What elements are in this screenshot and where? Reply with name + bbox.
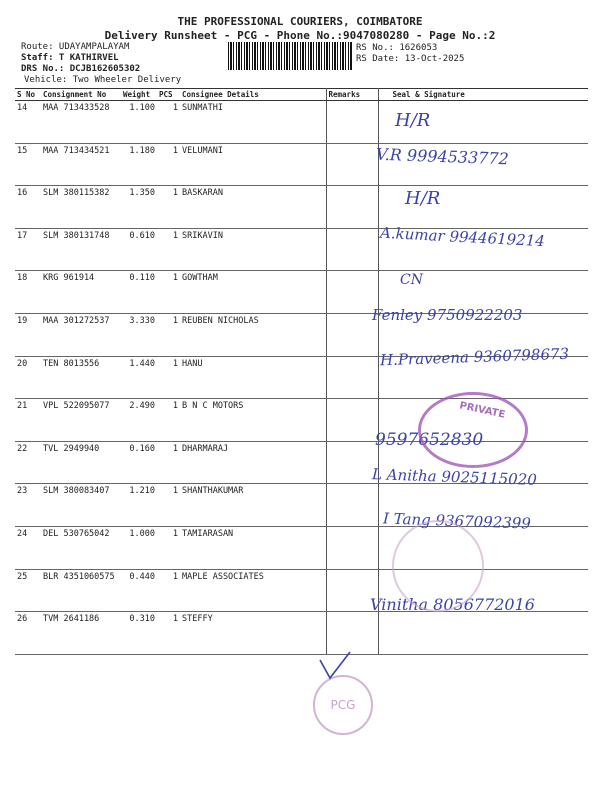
row-pcs: 1 (157, 612, 180, 655)
row-sno: 25 (15, 569, 41, 612)
row-consignee: SRIKAVIN (180, 228, 326, 271)
table-row (15, 526, 588, 569)
row-sno: 20 (15, 356, 41, 399)
signature-23: L Anitha 9025115020 (371, 465, 538, 489)
table-row (15, 186, 588, 229)
signature-14: H/R (395, 110, 431, 131)
row-pcs: 1 (157, 356, 180, 399)
rs-number: RS No.: 1626053 (356, 43, 438, 53)
row-consignee: SHANTHAKUMAR (180, 484, 326, 527)
row-weight: 1.000 (121, 526, 157, 569)
row-consignment: TVM 2641186 (41, 612, 121, 655)
row-remarks (326, 271, 378, 314)
col-pcs: PCS (157, 89, 180, 101)
row-pcs: 1 (157, 271, 180, 314)
row-sno: 16 (15, 186, 41, 229)
row-consignment: MAA 301272537 (41, 313, 121, 356)
staff-label: Staff: T KATHIRVEL (21, 53, 119, 63)
row-remarks (326, 484, 378, 527)
row-weight: 1.180 (121, 143, 157, 186)
row-remarks (326, 356, 378, 399)
row-pcs: 1 (157, 569, 180, 612)
row-consignee: B N C MOTORS (180, 399, 326, 442)
row-weight: 2.490 (121, 399, 157, 442)
tick-mark-icon (316, 648, 356, 682)
row-sno: 14 (15, 101, 41, 144)
row-pcs: 1 (157, 441, 180, 484)
signature-19: Fenley 9750922203 (372, 306, 523, 324)
row-remarks (326, 228, 378, 271)
signature-16: H/R (405, 188, 441, 209)
col-consignee: Consignee Details (180, 89, 326, 101)
row-pcs: 1 (157, 186, 180, 229)
row-consignee: HANU (180, 356, 326, 399)
vehicle-label: Vehicle: Two Wheeler Delivery (24, 75, 182, 85)
table-row (15, 101, 588, 144)
row-consignee: GOWTHAM (180, 271, 326, 314)
row-sno: 18 (15, 271, 41, 314)
signature-15: V.R 9994533772 (375, 144, 510, 169)
pcg-stamp: PCG (313, 675, 373, 735)
row-consignee: TAMIARASAN (180, 526, 326, 569)
col-consignment: Consignment No (41, 89, 121, 101)
row-sno: 23 (15, 484, 41, 527)
row-pcs: 1 (157, 399, 180, 442)
row-consignment: DEL 530765042 (41, 526, 121, 569)
runsheet-table (15, 88, 588, 655)
barcode-icon (228, 42, 352, 70)
row-consignment: VPL 522095077 (41, 399, 121, 442)
row-remarks (326, 186, 378, 229)
row-consignment: KRG 961914 (41, 271, 121, 314)
row-pcs: 1 (157, 228, 180, 271)
row-consignment: MAA 713434521 (41, 143, 121, 186)
row-sno: 17 (15, 228, 41, 271)
row-consignment: MAA 713433528 (41, 101, 121, 144)
row-seal-signature (378, 612, 588, 655)
row-consignment: SLM 380131748 (41, 228, 121, 271)
row-weight: 1.350 (121, 186, 157, 229)
company-name: THE PROFESSIONAL COURIERS, COIMBATORE (177, 15, 423, 28)
row-weight: 1.100 (121, 101, 157, 144)
row-consignment: TEN 8013556 (41, 356, 121, 399)
row-weight: 0.310 (121, 612, 157, 655)
row-remarks (326, 101, 378, 144)
row-sno: 24 (15, 526, 41, 569)
route-label: Route: UDAYAMPALAYAM (21, 42, 130, 52)
row-pcs: 1 (157, 143, 180, 186)
row-consignment: SLM 380115382 (41, 186, 121, 229)
row-consignee: STEFFY (180, 612, 326, 655)
signature-18: CN (400, 272, 423, 288)
row-consignee: DHARMARAJ (180, 441, 326, 484)
row-remarks (326, 399, 378, 442)
row-sno: 19 (15, 313, 41, 356)
row-weight: 0.110 (121, 271, 157, 314)
row-sno: 15 (15, 143, 41, 186)
rs-date: RS Date: 13-Oct-2025 (356, 54, 465, 64)
row-pcs: 1 (157, 484, 180, 527)
row-consignee: BASKARAN (180, 186, 326, 229)
row-remarks (326, 143, 378, 186)
signature-17: A.kumar 9944619214 (379, 223, 546, 251)
runsheet-title: Delivery Runsheet - PCG - Phone No.:9047080280 - Page No.:2 (104, 29, 496, 42)
row-pcs: 1 (157, 313, 180, 356)
signature-26: Vinitha 8056772016 (370, 595, 535, 614)
col-weight: Weight (121, 89, 157, 101)
row-consignee: REUBEN NICHOLAS (180, 313, 326, 356)
row-weight: 0.160 (121, 441, 157, 484)
row-weight: 0.440 (121, 569, 157, 612)
row-sno: 22 (15, 441, 41, 484)
row-consignment: TVL 2949940 (41, 441, 121, 484)
row-sno: 26 (15, 612, 41, 655)
signature-24: I Tang 9367092399 (382, 509, 532, 533)
drs-number: DRS No.: DCJB162605302 (21, 64, 141, 74)
row-consignment: BLR 4351060575 (41, 569, 121, 612)
row-remarks (326, 441, 378, 484)
row-remarks (326, 313, 378, 356)
row-weight: 0.610 (121, 228, 157, 271)
row-consignee: VELUMANI (180, 143, 326, 186)
maple-seal-stamp (392, 520, 484, 612)
col-seal: Seal & Signature (378, 89, 588, 101)
signature-22: 9597652830 (375, 430, 484, 450)
row-sno: 21 (15, 399, 41, 442)
company-seal-stamp: PRIVATE (418, 392, 528, 468)
row-consignee: SUNMATHI (180, 101, 326, 144)
table-header-row (15, 89, 588, 101)
signature-20: H.Praveena 9360798673 (379, 344, 570, 370)
col-remarks: Remarks (326, 89, 378, 101)
col-sno: S No (15, 89, 41, 101)
row-weight: 1.210 (121, 484, 157, 527)
row-pcs: 1 (157, 101, 180, 144)
row-consignee: MAPLE ASSOCIATES (180, 569, 326, 612)
row-consignment: SLM 380083407 (41, 484, 121, 527)
row-weight: 3.330 (121, 313, 157, 356)
table-row (15, 612, 588, 655)
row-weight: 1.440 (121, 356, 157, 399)
row-pcs: 1 (157, 526, 180, 569)
row-remarks (326, 526, 378, 569)
